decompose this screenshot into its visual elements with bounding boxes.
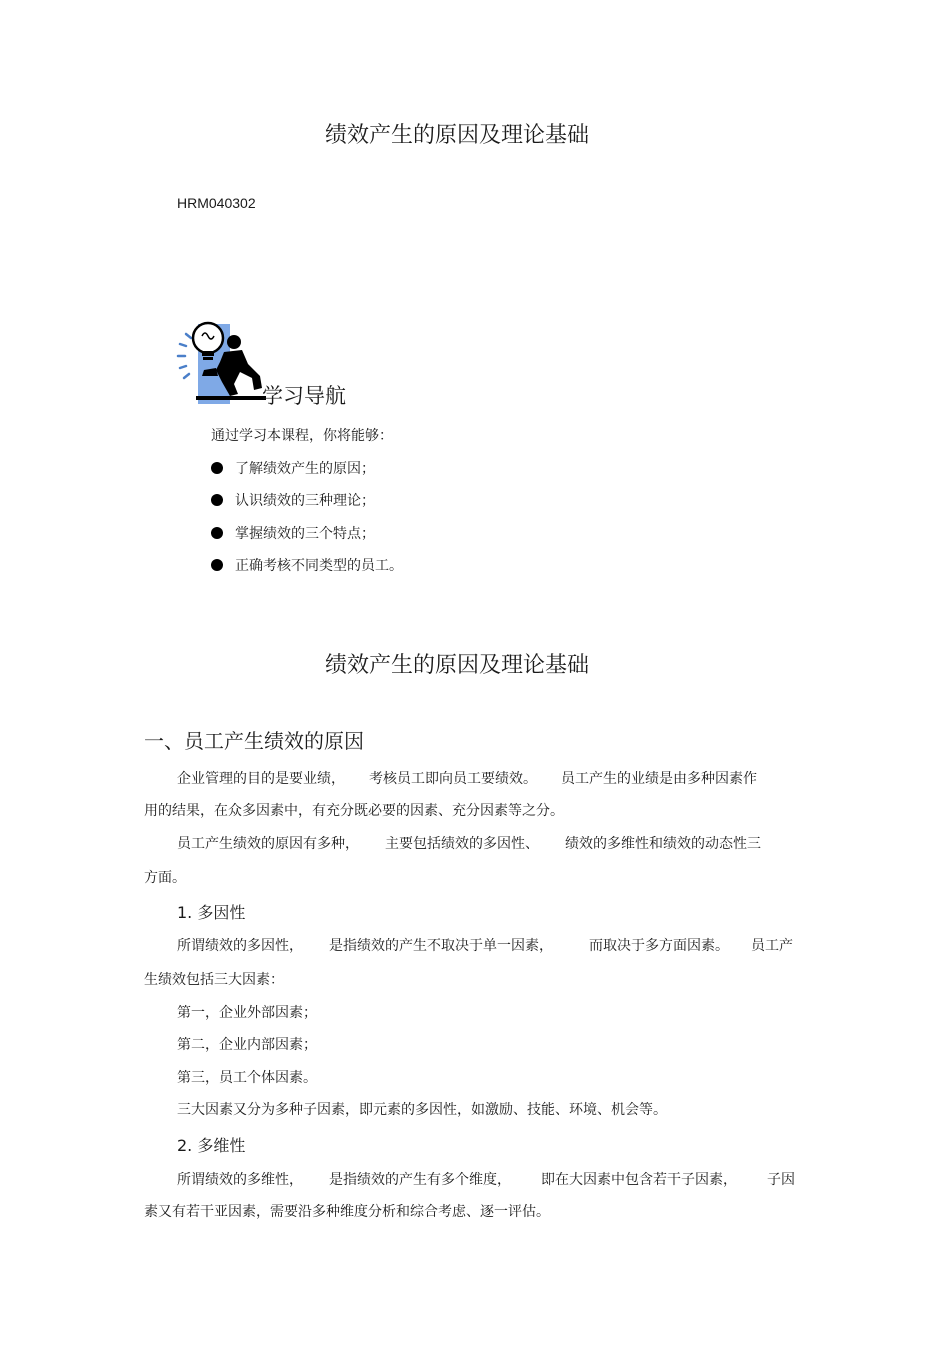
paragraph-line: 三大因素又分为多种子因素，即元素的多因性，如激励、技能、环境、机会等。 (177, 1102, 667, 1118)
paragraph-line: 企业管理的目的是要业绩， 考核员工即向员工要绩效。 员工产生的业绩是由多种因素作 (177, 771, 757, 787)
paragraph-line: 方面。 (144, 870, 186, 886)
guide-intro: 通过学习本课程，你将能够： (211, 428, 393, 444)
section-heading: 一、员工产生绩效的原因 (144, 729, 364, 753)
paragraph-line: 所谓绩效的多因性， 是指绩效的产生不取决于单一因素， 而取决于多方面因素。 员工产 (177, 938, 793, 954)
paragraph-line: 素又有若干亚因素，需要沿多种维度分析和综合考虑、逐一评估。 (144, 1204, 550, 1220)
paragraph-line: 员工产生绩效的原因有多种， 主要包括绩效的多因性、 绩效的多维性和绩效的动态性三 (177, 836, 761, 852)
list-item: 了解绩效产生的原因； (211, 458, 375, 478)
paragraph-line: 所谓绩效的多维性， 是指绩效的产生有多个维度， 即在大因素中包含若干子因素， 子因 (177, 1172, 795, 1188)
bullet-icon (211, 462, 223, 474)
course-code: HRM040302 (177, 195, 256, 211)
list-item: 第三，员工个体因素。 (177, 1070, 317, 1086)
bullet-icon (211, 559, 223, 571)
paragraph-line: 用的结果，在众多因素中，有充分既必要的因素、充分因素等之分。 (144, 803, 564, 819)
document-title: 绩效产生的原因及理论基础 (324, 123, 589, 148)
bullet-icon (211, 527, 223, 539)
list-item: 第一，企业外部因素； (177, 1005, 317, 1021)
list-item: 认识绩效的三种理论； (211, 490, 375, 510)
thinker-lightbulb-icon (176, 312, 266, 406)
list-item: 掌握绩效的三个特点； (211, 523, 375, 543)
subsection-heading: 2. 多维性 (177, 1136, 246, 1155)
guide-title: 学习导航 (262, 384, 346, 408)
paragraph-line: 生绩效包括三大因素： (144, 972, 284, 988)
subsection-heading: 1. 多因性 (177, 903, 246, 922)
list-item: 正确考核不同类型的员工。 (211, 555, 403, 575)
section-title: 绩效产生的原因及理论基础 (324, 653, 589, 678)
bullet-icon (211, 494, 223, 506)
list-item: 第二，企业内部因素； (177, 1037, 317, 1053)
